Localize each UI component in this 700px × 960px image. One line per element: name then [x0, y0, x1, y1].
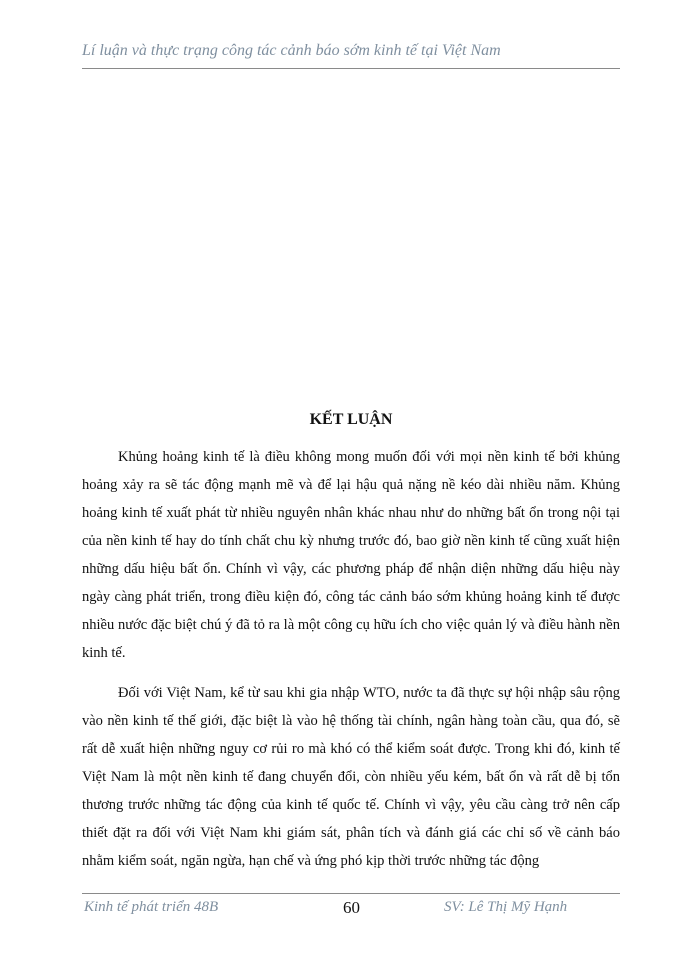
page-number: 60: [343, 898, 360, 917]
footer-student-name: SV: Lê Thị Mỹ Hạnh: [444, 899, 568, 915]
body-paragraph: Khủng hoảng kinh tế là điều không mong muốn đối với mọi nền kinh tế bởi khủng hoảng xảy ra sẽ tác động mạnh mẽ và để lại hậu quả nặng nề kéo dài nhiều năm. Khủng hoảng kinh tế xuất phát từ nhiều nguyên nhân khác nhau như do những bất ổn trong nội tại của nền kinh tế hay do tính chất chu kỳ nhưng trước đó, bao giờ nền kinh tế cũng xuất hiện những dấu hiệu bất ổn. Chính vì vậy, các phương pháp để nhận diện những dấu hiệu này ngày càng phát triển, trong điều kiện đó, công tác cảnh báo sớm khủng hoảng kinh tế được nhiều nước đặc biệt chú ý đã tỏ ra là một công cụ hữu ích cho việc quản lý và điều hành nền kinh tế.: [82, 449, 620, 661]
running-header-title: Lí luận và thực trạng công tác cảnh báo sớm kinh tế tại Việt Nam: [82, 42, 501, 59]
body-paragraph: Đối với Việt Nam, kể từ sau khi gia nhập WTO, nước ta đã thực sự hội nhập sâu rộng vào nền kinh tế thế giới, đặc biệt là vào hệ thống tài chính, ngân hàng toàn cầu, qua đó, sẽ rất dễ xuất hiện những nguy cơ rủi ro mà khó có thể kiểm soát được. Trong khi đó, kinh tế Việt Nam là một nền kinh tế đang chuyển đổi, còn nhiều yếu kém, bất ổn và rất dễ bị tổn thương trước những tác động của kinh tế quốc tế. Chính vì vậy, yêu cầu càng trở nên cấp thiết đặt ra đối với Việt Nam khi giám sát, phân tích và đánh giá các chỉ số về cảnh báo nhằm kiểm soát, ngăn ngừa, hạn chế và ứng phó kịp thời trước những tác động: [82, 685, 620, 869]
section-heading: KẾT LUẬN: [309, 411, 393, 428]
page-header: [82, 40, 620, 69]
footer-course-label: Kinh tế phát triển 48B: [84, 899, 219, 915]
body-text: [82, 443, 620, 875]
page-footer: [82, 893, 620, 924]
